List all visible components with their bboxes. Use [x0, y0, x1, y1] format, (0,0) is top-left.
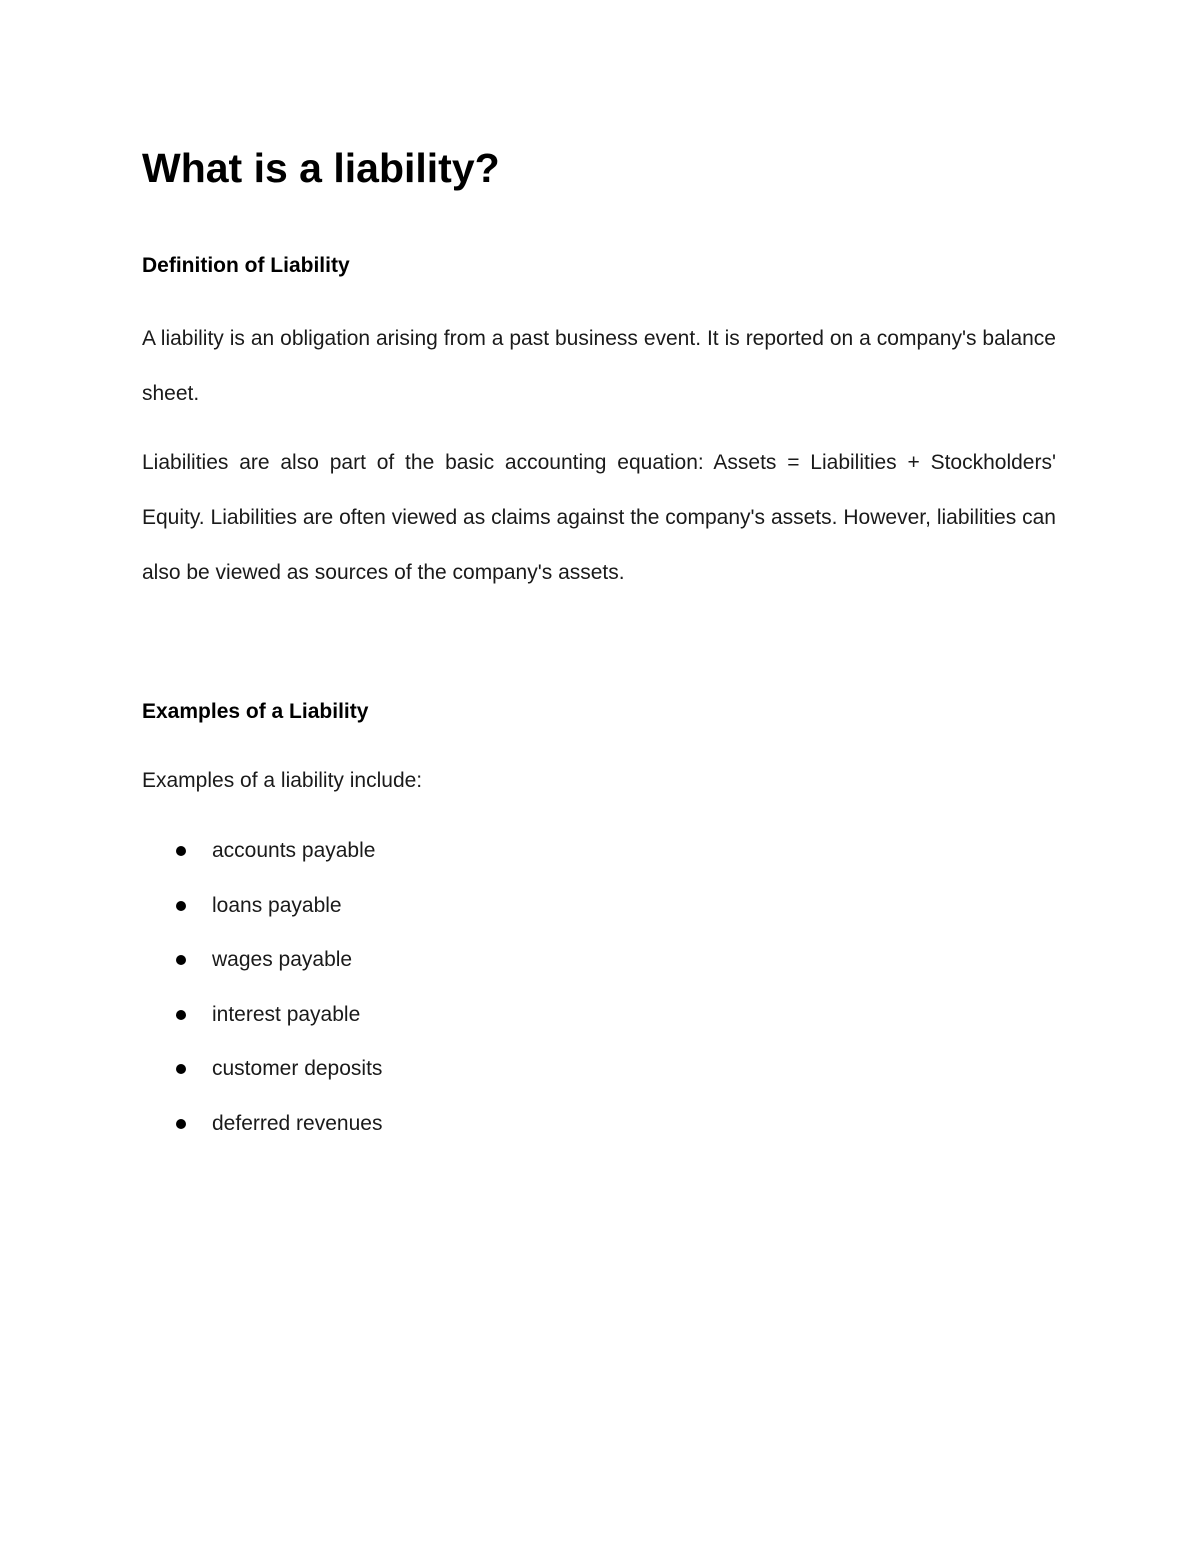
page-title: What is a liability? — [142, 145, 500, 191]
definition-paragraph-1: A liability is an obligation arising from a past business event. It is reported on a company's balance sheet. — [142, 327, 1056, 405]
section-heading-definition: Definition of Liability — [142, 254, 350, 277]
list-item-label: interest payable — [212, 1002, 361, 1026]
list-item — [142, 892, 1056, 920]
document-content — [142, 140, 1056, 1165]
list-item-label: deferred revenues — [212, 1111, 383, 1135]
list-item — [142, 1110, 1056, 1138]
examples-list — [142, 837, 1056, 1138]
examples-intro: Examples of a liability include: — [142, 769, 423, 792]
definition-paragraph-2: Liabilities are also part of the basic accounting equation: Assets = Liabilities + Stockholders' Equity. Liabilities are often viewed as claims against the company's assets. However, liabilities can also be viewed as sources of the company's assets. — [142, 451, 1056, 584]
bullet-dot-icon — [176, 955, 186, 965]
list-item — [142, 1055, 1056, 1083]
list-item — [142, 946, 1056, 974]
bullet-dot-icon — [176, 846, 186, 856]
section-heading-examples: Examples of a Liability — [142, 700, 369, 723]
bullet-dot-icon — [176, 1010, 186, 1020]
list-item — [142, 837, 1056, 865]
bullet-dot-icon — [176, 1119, 186, 1129]
bullet-dot-icon — [176, 1064, 186, 1074]
list-item-label: accounts payable — [212, 839, 376, 862]
bullet-dot-icon — [176, 901, 186, 911]
list-item — [142, 1001, 1056, 1029]
list-item-label: wages payable — [212, 948, 353, 972]
list-item-label: customer deposits — [212, 1057, 383, 1081]
list-item-label: loans payable — [212, 893, 342, 917]
